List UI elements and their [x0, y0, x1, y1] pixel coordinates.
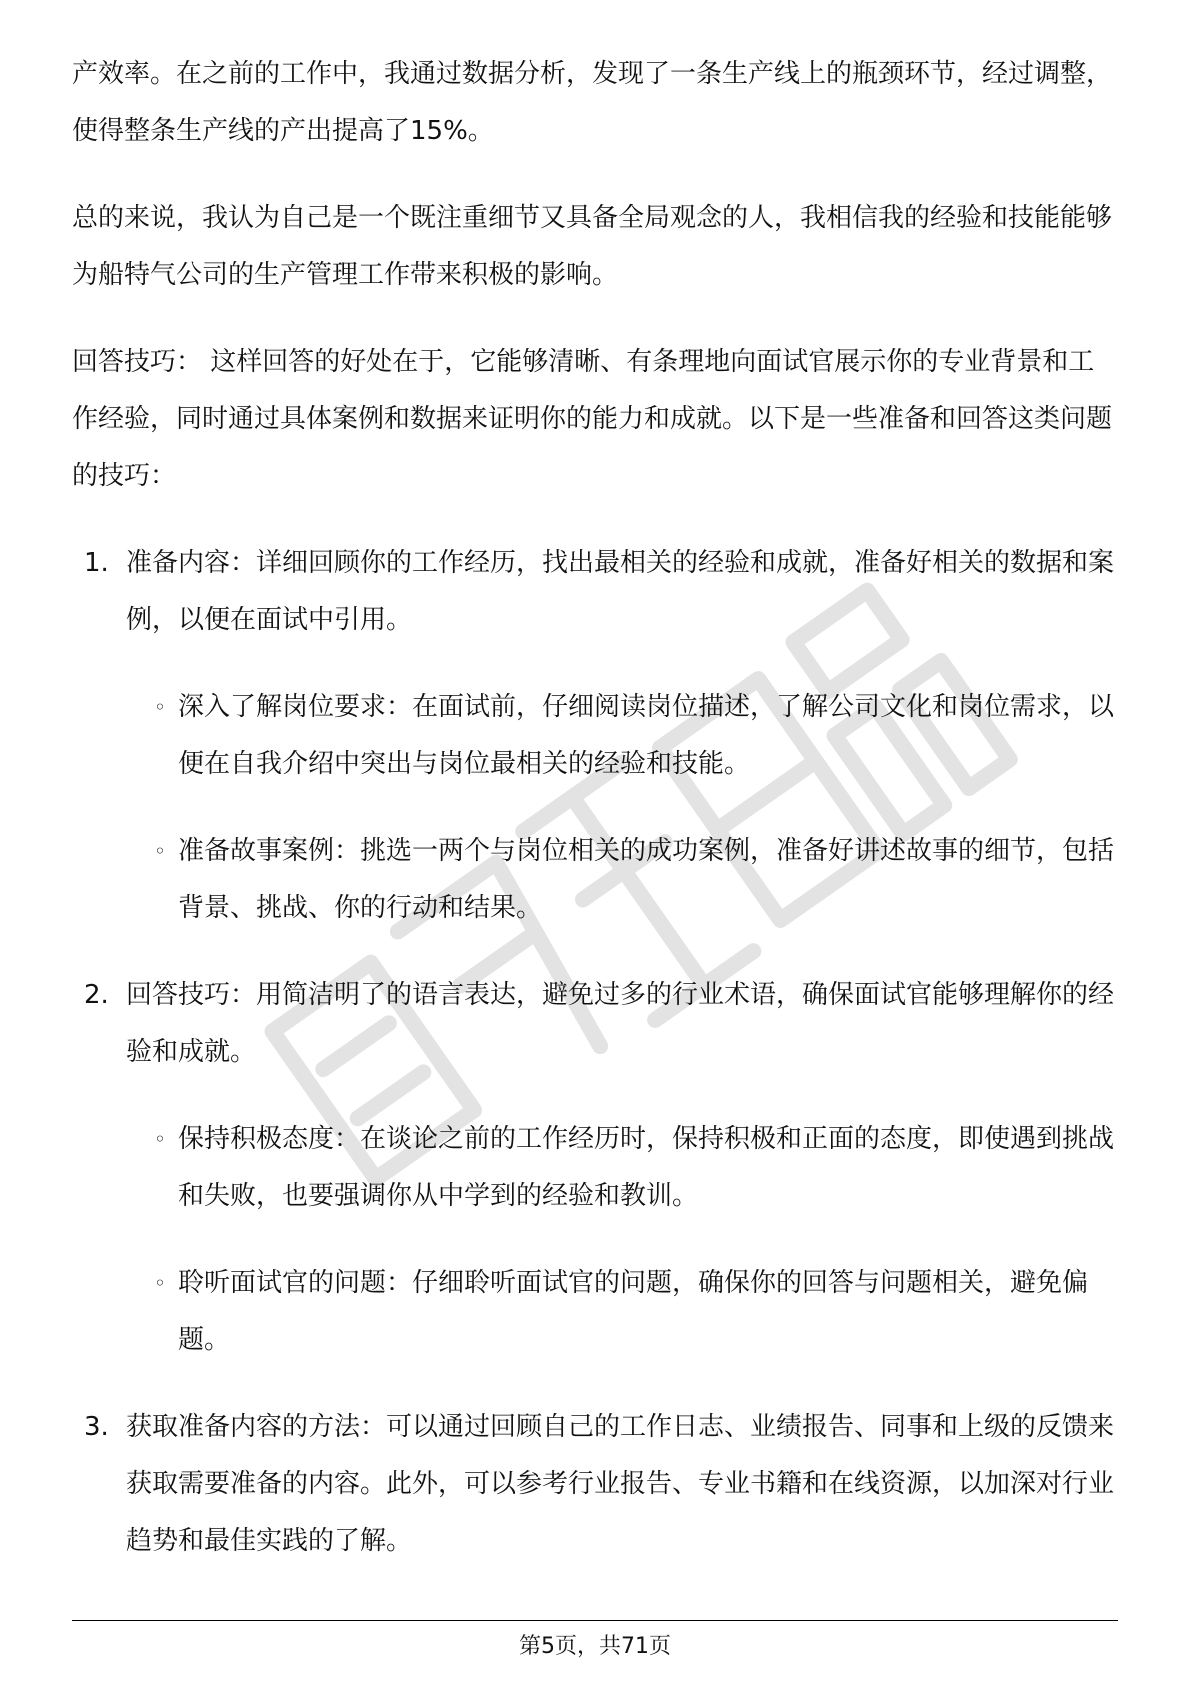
numbered-list-item [72, 967, 1118, 1081]
bullet-icon: ◦ [154, 1271, 166, 1295]
list-number: 3. [84, 1412, 109, 1442]
list-item-text: 获取准备内容的方法：可以通过回顾自己的工作日志、业绩报告、同事和上级的反馈来获取需要准备的内容。此外，可以参考行业报告、专业书籍和在线资源，以加深对行业趋势和最佳实践的了解。 [126, 1412, 1115, 1556]
bullet-icon: ◦ [154, 695, 166, 719]
numbered-list-item [72, 1399, 1118, 1570]
list-number: 2. [84, 980, 109, 1010]
bullet-icon: ◦ [154, 839, 166, 863]
body-paragraph: 回答技巧： 这样回答的好处在于，它能够清晰、有条理地向面试官展示你的专业背景和工作经验，同时通过具体案例和数据来证明你的能力和成就。以下是一些准备和回答这类问题的技巧： [72, 347, 1113, 491]
sub-list-item-text: 聆听面试官的问题：仔细聆听面试官的问题，确保你的回答与问题相关，避免偏题。 [178, 1268, 1089, 1355]
sub-list-item-text: 保持积极态度：在谈论之前的工作经历时，保持积极和正面的态度，即使遇到挑战和失败，也要强调你从中学到的经验和教训。 [178, 1124, 1115, 1211]
sub-list-item [72, 679, 1118, 793]
sub-list-item [72, 1111, 1118, 1225]
footer-divider [72, 1620, 1118, 1621]
sub-list-item [72, 823, 1118, 937]
page-number: 第5页，共71页 [519, 1634, 671, 1659]
list-item-text: 准备内容：详细回顾你的工作经历，找出最相关的经验和成就，准备好相关的数据和案例，以便在面试中引用。 [126, 548, 1115, 635]
numbered-list-item [72, 535, 1118, 649]
body-paragraph: 总的来说，我认为自己是一个既注重细节又具备全局观念的人，我相信我的经验和技能能够为船特气公司的生产管理工作带来积极的影响。 [72, 203, 1113, 290]
bullet-icon: ◦ [154, 1127, 166, 1151]
list-number: 1. [84, 548, 109, 578]
body-paragraph: 产效率。在之前的工作中，我通过数据分析，发现了一条生产线上的瓶颈环节，经过调整，使得整条生产线的产出提高了15%。 [72, 59, 1113, 146]
sub-list-item-text: 准备故事案例：挑选一两个与岗位相关的成功案例，准备好讲述故事的细节，包括背景、挑战、你的行动和结果。 [178, 836, 1115, 923]
sub-list-item [72, 1255, 1118, 1369]
list-item-text: 回答技巧：用简洁明了的语言表达，避免过多的行业术语，确保面试官能够理解你的经验和成就。 [126, 980, 1115, 1067]
page-content [72, 46, 1118, 1600]
sub-list-item-text: 深入了解岗位要求：在面试前，仔细阅读岗位描述，了解公司文化和岗位需求，以便在自我介绍中突出与岗位最相关的经验和技能。 [178, 692, 1115, 779]
